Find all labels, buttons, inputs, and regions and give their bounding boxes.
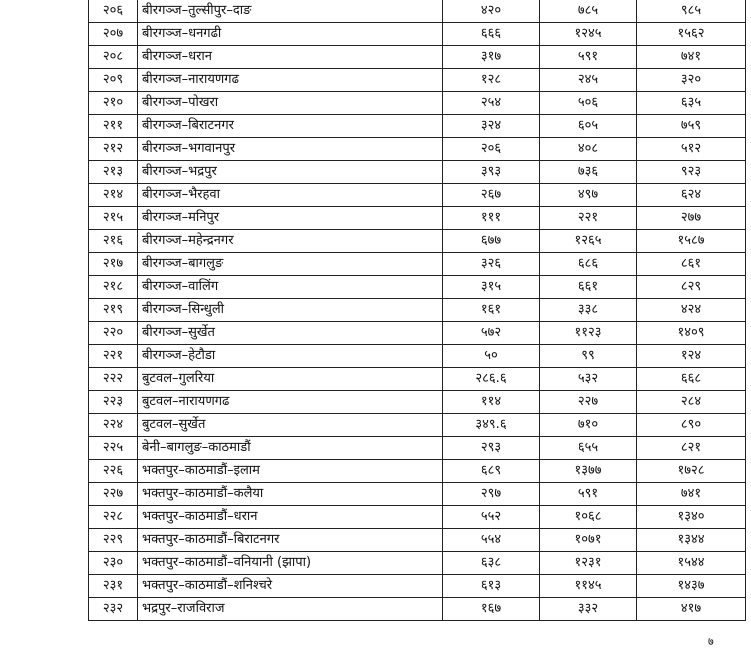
value-a-cell: ३१५ bbox=[443, 276, 540, 299]
value-a-cell: २९३ bbox=[443, 437, 540, 460]
fare-table bbox=[88, 0, 746, 621]
route-cell: बीरगञ्ज–हेटौडा bbox=[138, 345, 443, 368]
value-c-cell: ५१२ bbox=[637, 138, 746, 161]
serial-number-cell: २२० bbox=[89, 322, 138, 345]
table-row bbox=[89, 299, 746, 322]
value-b-cell: ११४५ bbox=[540, 575, 637, 598]
serial-number-cell: २१७ bbox=[89, 253, 138, 276]
value-c-cell: ७४१ bbox=[637, 483, 746, 506]
table-row bbox=[89, 552, 746, 575]
value-c-cell: ८६१ bbox=[637, 253, 746, 276]
route-cell: बीरगञ्ज–पोखरा bbox=[138, 92, 443, 115]
table-row bbox=[89, 161, 746, 184]
value-b-cell: २२१ bbox=[540, 207, 637, 230]
value-c-cell: १४३७ bbox=[637, 575, 746, 598]
route-cell: भक्तपुर–काठमाडौं–कलैया bbox=[138, 483, 443, 506]
value-c-cell: १७२८ bbox=[637, 460, 746, 483]
serial-number-cell: २१३ bbox=[89, 161, 138, 184]
value-b-cell: ६६१ bbox=[540, 276, 637, 299]
serial-number-cell: २०९ bbox=[89, 69, 138, 92]
value-c-cell: ८२१ bbox=[637, 437, 746, 460]
serial-number-cell: २२२ bbox=[89, 368, 138, 391]
serial-number-cell: २२३ bbox=[89, 391, 138, 414]
route-cell: बीरगञ्ज–सुर्खेत bbox=[138, 322, 443, 345]
serial-number-cell: २१६ bbox=[89, 230, 138, 253]
route-cell: बीरगञ्ज–धरान bbox=[138, 46, 443, 69]
value-c-cell: २७७ bbox=[637, 207, 746, 230]
table-row bbox=[89, 391, 746, 414]
value-b-cell: १२६५ bbox=[540, 230, 637, 253]
value-c-cell: १५६२ bbox=[637, 23, 746, 46]
value-c-cell: ८२९ bbox=[637, 276, 746, 299]
value-b-cell: २४५ bbox=[540, 69, 637, 92]
route-cell: बीरगञ्ज–धनगढी bbox=[138, 23, 443, 46]
value-c-cell: ९८५ bbox=[637, 0, 746, 23]
value-a-cell: ३२४ bbox=[443, 115, 540, 138]
value-b-cell: ९९ bbox=[540, 345, 637, 368]
table-row bbox=[89, 437, 746, 460]
route-cell: बुटवल–गुलरिया bbox=[138, 368, 443, 391]
value-a-cell: ३२६ bbox=[443, 253, 540, 276]
table-row bbox=[89, 0, 746, 23]
value-a-cell: २६७ bbox=[443, 184, 540, 207]
value-b-cell: १०७१ bbox=[540, 529, 637, 552]
value-a-cell: ६८९ bbox=[443, 460, 540, 483]
value-c-cell: २८४ bbox=[637, 391, 746, 414]
route-cell: बुटवल–सुर्खेत bbox=[138, 414, 443, 437]
value-a-cell: २०६ bbox=[443, 138, 540, 161]
value-a-cell: ६१३ bbox=[443, 575, 540, 598]
value-c-cell: १२४ bbox=[637, 345, 746, 368]
serial-number-cell: २२७ bbox=[89, 483, 138, 506]
value-a-cell: २८६.६ bbox=[443, 368, 540, 391]
value-a-cell: ६३८ bbox=[443, 552, 540, 575]
route-cell: बीरगञ्ज–सिन्धुली bbox=[138, 299, 443, 322]
serial-number-cell: २०७ bbox=[89, 23, 138, 46]
value-b-cell: ६८६ bbox=[540, 253, 637, 276]
page-number: ७ bbox=[708, 635, 714, 648]
route-cell: बीरगञ्ज–भैरहवा bbox=[138, 184, 443, 207]
table-row bbox=[89, 138, 746, 161]
value-a-cell: ५५४ bbox=[443, 529, 540, 552]
value-c-cell: १३४४ bbox=[637, 529, 746, 552]
value-c-cell: १३४० bbox=[637, 506, 746, 529]
serial-number-cell: २२९ bbox=[89, 529, 138, 552]
table-row bbox=[89, 483, 746, 506]
route-cell: भक्तपुर–काठमाडौं–धरान bbox=[138, 506, 443, 529]
value-c-cell: १५८७ bbox=[637, 230, 746, 253]
value-b-cell: २२७ bbox=[540, 391, 637, 414]
value-a-cell: ३१७ bbox=[443, 46, 540, 69]
value-b-cell: ५३२ bbox=[540, 368, 637, 391]
value-c-cell: ४१७ bbox=[637, 598, 746, 621]
value-b-cell: ७३६ bbox=[540, 161, 637, 184]
table-row bbox=[89, 368, 746, 391]
value-c-cell: ९२३ bbox=[637, 161, 746, 184]
table-row bbox=[89, 414, 746, 437]
value-b-cell: ५९१ bbox=[540, 46, 637, 69]
table-row bbox=[89, 69, 746, 92]
value-a-cell: ३४९.६ bbox=[443, 414, 540, 437]
value-b-cell: १२३१ bbox=[540, 552, 637, 575]
value-c-cell: ४२४ bbox=[637, 299, 746, 322]
value-a-cell: ३९३ bbox=[443, 161, 540, 184]
value-b-cell: ५०६ bbox=[540, 92, 637, 115]
value-c-cell: ७५९ bbox=[637, 115, 746, 138]
value-b-cell: १३७७ bbox=[540, 460, 637, 483]
route-cell: बीरगञ्ज–भगवानपुर bbox=[138, 138, 443, 161]
value-a-cell: ४२० bbox=[443, 0, 540, 23]
value-b-cell: ६०५ bbox=[540, 115, 637, 138]
serial-number-cell: २१२ bbox=[89, 138, 138, 161]
value-a-cell: १६७ bbox=[443, 598, 540, 621]
fare-table-body bbox=[89, 0, 746, 621]
serial-number-cell: २१४ bbox=[89, 184, 138, 207]
route-cell: बीरगञ्ज–नारायणगढ bbox=[138, 69, 443, 92]
value-a-cell: १६१ bbox=[443, 299, 540, 322]
value-b-cell: ४०८ bbox=[540, 138, 637, 161]
serial-number-cell: २१० bbox=[89, 92, 138, 115]
table-row bbox=[89, 506, 746, 529]
value-c-cell: ६६८ bbox=[637, 368, 746, 391]
serial-number-cell: २३२ bbox=[89, 598, 138, 621]
table-row bbox=[89, 230, 746, 253]
route-cell: भक्तपुर–काठमाडौं–वनियानी (झापा) bbox=[138, 552, 443, 575]
route-cell: बीरगञ्ज–महेन्द्रनगर bbox=[138, 230, 443, 253]
value-b-cell: ११२३ bbox=[540, 322, 637, 345]
serial-number-cell: २३१ bbox=[89, 575, 138, 598]
value-a-cell: ६६६ bbox=[443, 23, 540, 46]
route-cell: बुटवल–नारायणगढ bbox=[138, 391, 443, 414]
value-a-cell: ५० bbox=[443, 345, 540, 368]
value-b-cell: ३३८ bbox=[540, 299, 637, 322]
serial-number-cell: २२१ bbox=[89, 345, 138, 368]
value-a-cell: १११ bbox=[443, 207, 540, 230]
value-b-cell: ५९१ bbox=[540, 483, 637, 506]
serial-number-cell: २०८ bbox=[89, 46, 138, 69]
value-a-cell: ११४ bbox=[443, 391, 540, 414]
value-a-cell: ५७२ bbox=[443, 322, 540, 345]
value-a-cell: ६७७ bbox=[443, 230, 540, 253]
serial-number-cell: २२८ bbox=[89, 506, 138, 529]
table-row bbox=[89, 460, 746, 483]
value-c-cell: ८९० bbox=[637, 414, 746, 437]
value-a-cell: २९७ bbox=[443, 483, 540, 506]
value-c-cell: ६३५ bbox=[637, 92, 746, 115]
table-row bbox=[89, 322, 746, 345]
route-cell: भक्तपुर–काठमाडौं–बिराटनगर bbox=[138, 529, 443, 552]
route-cell: बीरगञ्ज–भद्रपुर bbox=[138, 161, 443, 184]
route-cell: बीरगञ्ज–बागलुङ bbox=[138, 253, 443, 276]
value-c-cell: ७४१ bbox=[637, 46, 746, 69]
value-b-cell: १२४५ bbox=[540, 23, 637, 46]
serial-number-cell: २०६ bbox=[89, 0, 138, 23]
value-a-cell: ५५२ bbox=[443, 506, 540, 529]
table-row bbox=[89, 575, 746, 598]
table-row bbox=[89, 529, 746, 552]
serial-number-cell: २११ bbox=[89, 115, 138, 138]
table-row bbox=[89, 23, 746, 46]
route-cell: भक्तपुर–काठमाडौं–इलाम bbox=[138, 460, 443, 483]
value-a-cell: १२८ bbox=[443, 69, 540, 92]
value-c-cell: १४०९ bbox=[637, 322, 746, 345]
table-row bbox=[89, 46, 746, 69]
serial-number-cell: २१९ bbox=[89, 299, 138, 322]
route-cell: बीरगञ्ज–तुल्सीपुर–दाङ bbox=[138, 0, 443, 23]
table-row bbox=[89, 253, 746, 276]
route-cell: बेनी–बागलुङ–काठमाडौं bbox=[138, 437, 443, 460]
value-c-cell: १५४४ bbox=[637, 552, 746, 575]
serial-number-cell: २१८ bbox=[89, 276, 138, 299]
route-cell: बीरगञ्ज–वालिंग bbox=[138, 276, 443, 299]
route-cell: बीरगञ्ज–मनिपुर bbox=[138, 207, 443, 230]
table-row bbox=[89, 345, 746, 368]
table-row bbox=[89, 207, 746, 230]
table-row bbox=[89, 598, 746, 621]
serial-number-cell: २३० bbox=[89, 552, 138, 575]
route-cell: भद्रपुर–राजविराज bbox=[138, 598, 443, 621]
value-b-cell: ३३२ bbox=[540, 598, 637, 621]
value-c-cell: ३२० bbox=[637, 69, 746, 92]
value-a-cell: २५४ bbox=[443, 92, 540, 115]
route-cell: भक्तपुर–काठमाडौं–शनिश्चरे bbox=[138, 575, 443, 598]
value-b-cell: ७१० bbox=[540, 414, 637, 437]
serial-number-cell: २२६ bbox=[89, 460, 138, 483]
route-cell: बीरगञ्ज–बिराटनगर bbox=[138, 115, 443, 138]
serial-number-cell: २२५ bbox=[89, 437, 138, 460]
table-row bbox=[89, 184, 746, 207]
value-c-cell: ६२४ bbox=[637, 184, 746, 207]
value-b-cell: ७८५ bbox=[540, 0, 637, 23]
table-row bbox=[89, 115, 746, 138]
serial-number-cell: २१५ bbox=[89, 207, 138, 230]
value-b-cell: ४९७ bbox=[540, 184, 637, 207]
serial-number-cell: २२४ bbox=[89, 414, 138, 437]
value-b-cell: ६५५ bbox=[540, 437, 637, 460]
table-row bbox=[89, 276, 746, 299]
value-b-cell: १०६८ bbox=[540, 506, 637, 529]
table-row bbox=[89, 92, 746, 115]
